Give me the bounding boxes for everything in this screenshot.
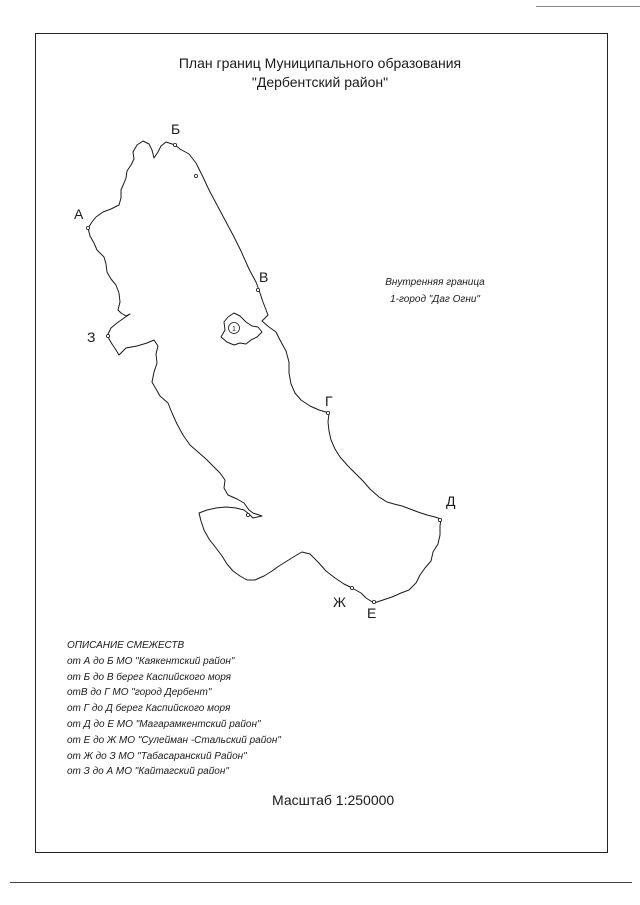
city-number-label: 1	[232, 326, 236, 333]
bottom-rule	[10, 882, 632, 883]
description-item: от Г до Д берег Каспийского моря	[67, 703, 231, 715]
description-item: от Б до В берег Каспийского моря	[67, 671, 232, 683]
point-label-d: Д	[446, 493, 456, 509]
description-item: от З до А МО "Кайтагский район"	[67, 766, 229, 778]
map-title-line-1: План границ Муниципального образования	[178, 55, 462, 71]
map-title-line-2: "Дербентский район"	[251, 74, 389, 90]
point-label-g: Г	[325, 393, 333, 409]
description-heading: ОПИСАНИЕ СМЕЖЕСТВ	[67, 640, 185, 651]
point-marker-b	[173, 143, 176, 146]
point-marker-z	[106, 334, 109, 337]
district-boundary	[88, 141, 441, 603]
description-item: от Ж до З МО "Табасаранский Район"	[67, 750, 247, 762]
point-marker-e	[372, 600, 375, 603]
city-inner-boundary	[221, 313, 262, 345]
description-item: от Е до Ж МО "Сулейман -Стальский район"	[67, 734, 281, 746]
point-label-a: А	[74, 206, 84, 222]
point-marker-mid	[194, 174, 197, 177]
point-label-z: З	[87, 329, 96, 345]
point-marker-d	[438, 518, 441, 521]
adjacency-description	[67, 638, 367, 780]
point-label-v: В	[259, 269, 269, 285]
description-item: от Д до Е МО "Магарамкентский район"	[67, 718, 261, 730]
point-label-b: Б	[171, 121, 181, 137]
map-scale: Масштаб 1:250000	[272, 792, 395, 808]
point-label-e: Е	[367, 605, 377, 621]
note-line-2: 1-город "Даг Огни"	[390, 294, 480, 305]
description-item: отВ до Г МО "город Дербент"	[67, 687, 212, 699]
point-marker-zh	[350, 586, 353, 589]
point-label-zh: Ж	[333, 594, 346, 610]
point-marker-a	[86, 226, 89, 229]
point-marker-g	[326, 411, 329, 414]
inner-boundary-note	[340, 274, 530, 308]
description-item: от А до Б МО "Каякентский район"	[67, 655, 235, 667]
point-marker-v	[256, 288, 259, 291]
point-marker-river	[246, 513, 249, 516]
note-line-1: Внутренняя граница	[385, 277, 485, 288]
